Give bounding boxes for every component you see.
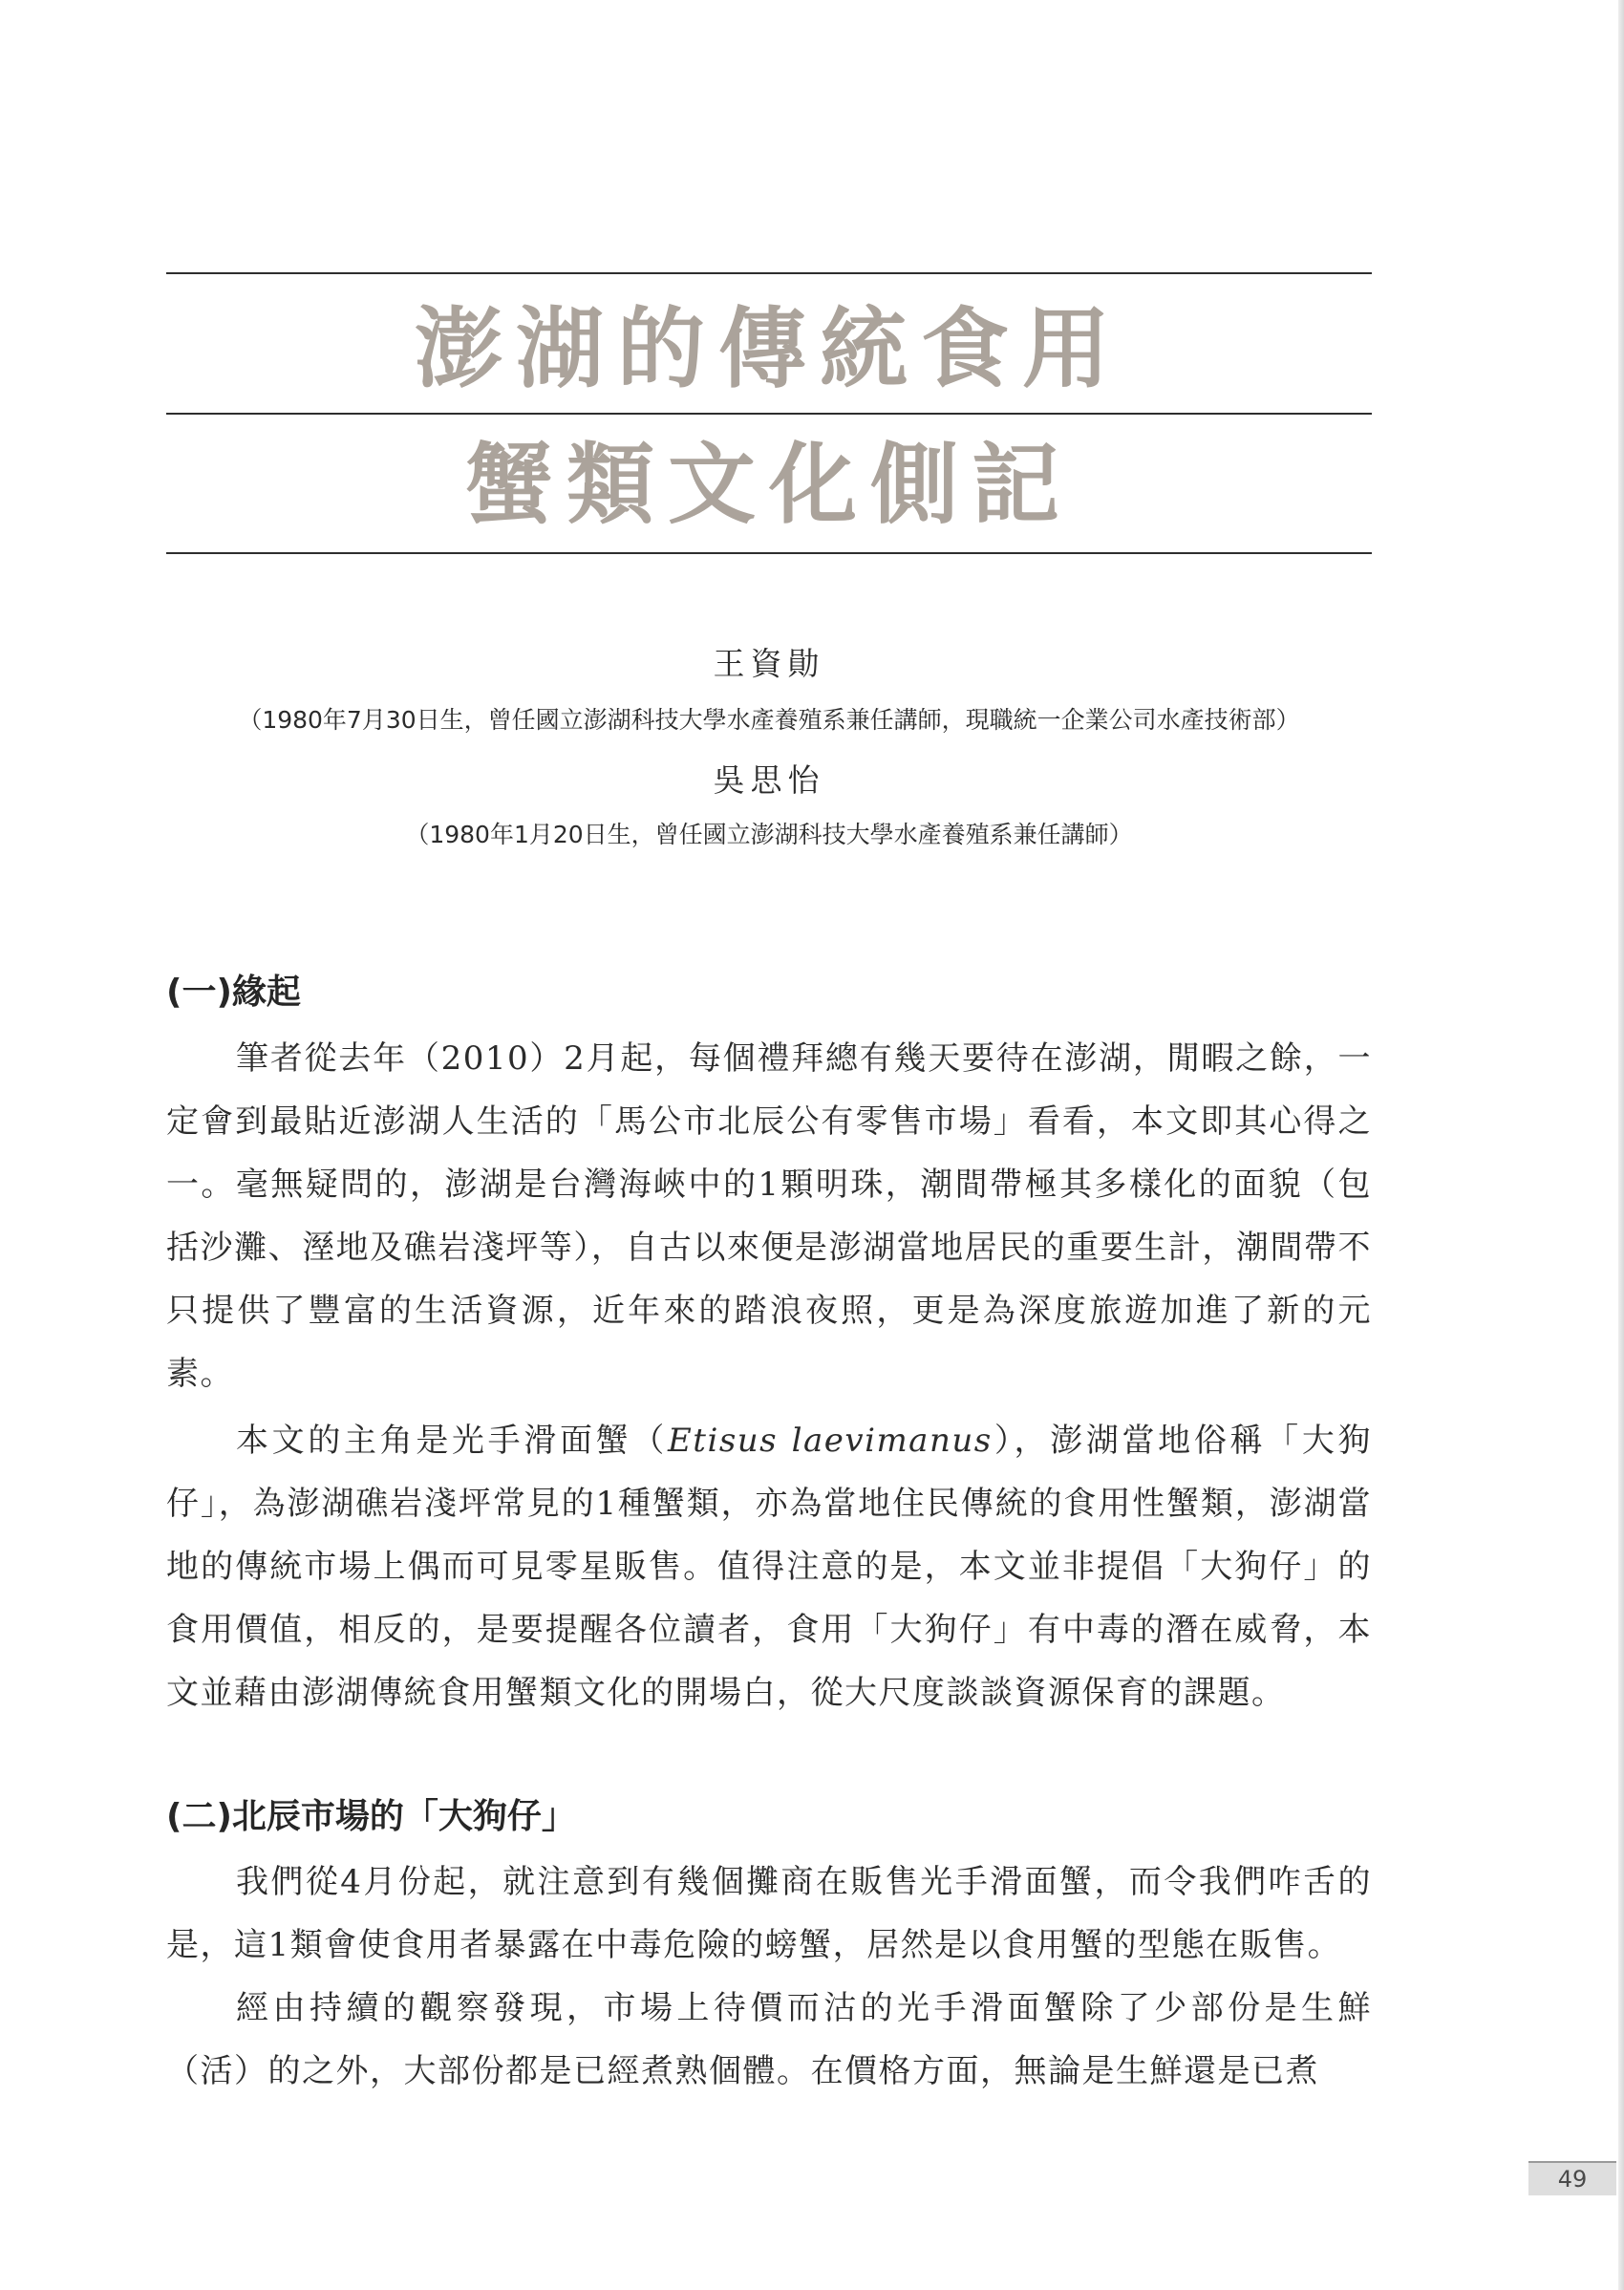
body-paragraph-1: 筆者從去年（2010）2月起，每個禮拜總有幾天要待在澎湖，閒暇之餘，一定會到最貼近澎湖人生活的「馬公市北辰公有零售市場」看看，本文即其心得之一。毫無疑問的，澎湖是台灣海峽中的1顆明珠，潮間帶極其多樣化的面貌（包括沙灘、溼地及礁岩淺坪等），自古以來便是澎湖當地居民的重要生計，潮間帶不只提供了豐富的生活資源，近年來的踏浪夜照，更是為深度旅遊加進了新的元素。 <box>166 1039 1372 1393</box>
title-rule-bottom <box>166 552 1372 554</box>
body-paragraph-3: 我們從4月份起，就注意到有幾個攤商在販售光手滑面蟹，而令我們咋舌的是，這1類會使食用者暴露在中毒危險的螃蟹，居然是以食用蟹的型態在販售。 <box>166 1863 1372 1964</box>
species-name: Etisus laevimanus <box>667 1422 993 1460</box>
section-heading-2: (二)北辰市場的「大狗仔」 <box>166 1797 576 1836</box>
author-name-1: 王資勛 <box>713 645 825 682</box>
body-paragraph-4: 經由持續的觀察發現，市場上待價而沽的光手滑面蟹除了少部份是生鮮（活）的之外，大部份都是已經煮熟個體。在價格方面，無論是生鮮還是已煮 <box>166 1989 1372 2090</box>
paragraph-2-text-b: ），澎湖當地俗稱「大狗仔」，為澎湖礁岩淺坪常見的1種蟹類，亦為當地住民傳統的食用性蟹類，澎湖當地的傳統市場上偶而可見零星販售。值得注意的是，本文並非提倡「大狗仔」的食用價值，相反的，是要提醒各位讀者，食用「大狗仔」有中毒的潛在威脅，本文並藉由澎湖傳統食用蟹類文化的開場白，從大尺度談談資源保育的課題。 <box>166 1422 1373 1712</box>
body-paragraph-2 <box>166 1409 1372 1724</box>
author-name-2: 吳思怡 <box>713 761 825 799</box>
author-affiliation-2: （1980年1月20日生，曾任國立澎湖科技大學水產養殖系兼任講師） <box>405 821 1133 848</box>
page-number: 49 <box>1557 2166 1588 2193</box>
title-rule-middle <box>166 413 1372 415</box>
page-number-tab <box>1528 2161 1616 2195</box>
author-affiliation-1: （1980年7月30日生，曾任國立澎湖科技大學水產養殖系兼任講師，現職統一企業公司水產技術部） <box>238 706 1300 734</box>
title-rule-top <box>166 272 1372 274</box>
page-edge <box>1618 0 1624 2290</box>
title-line-2: 蟹類文化側記 <box>464 433 1073 536</box>
section-heading-1: (一)緣起 <box>166 973 301 1012</box>
paragraph-2-text-a: 本文的主角是光手滑面蟹（ <box>236 1422 668 1460</box>
title-line-1: 澎湖的傳統食用 <box>414 297 1123 400</box>
